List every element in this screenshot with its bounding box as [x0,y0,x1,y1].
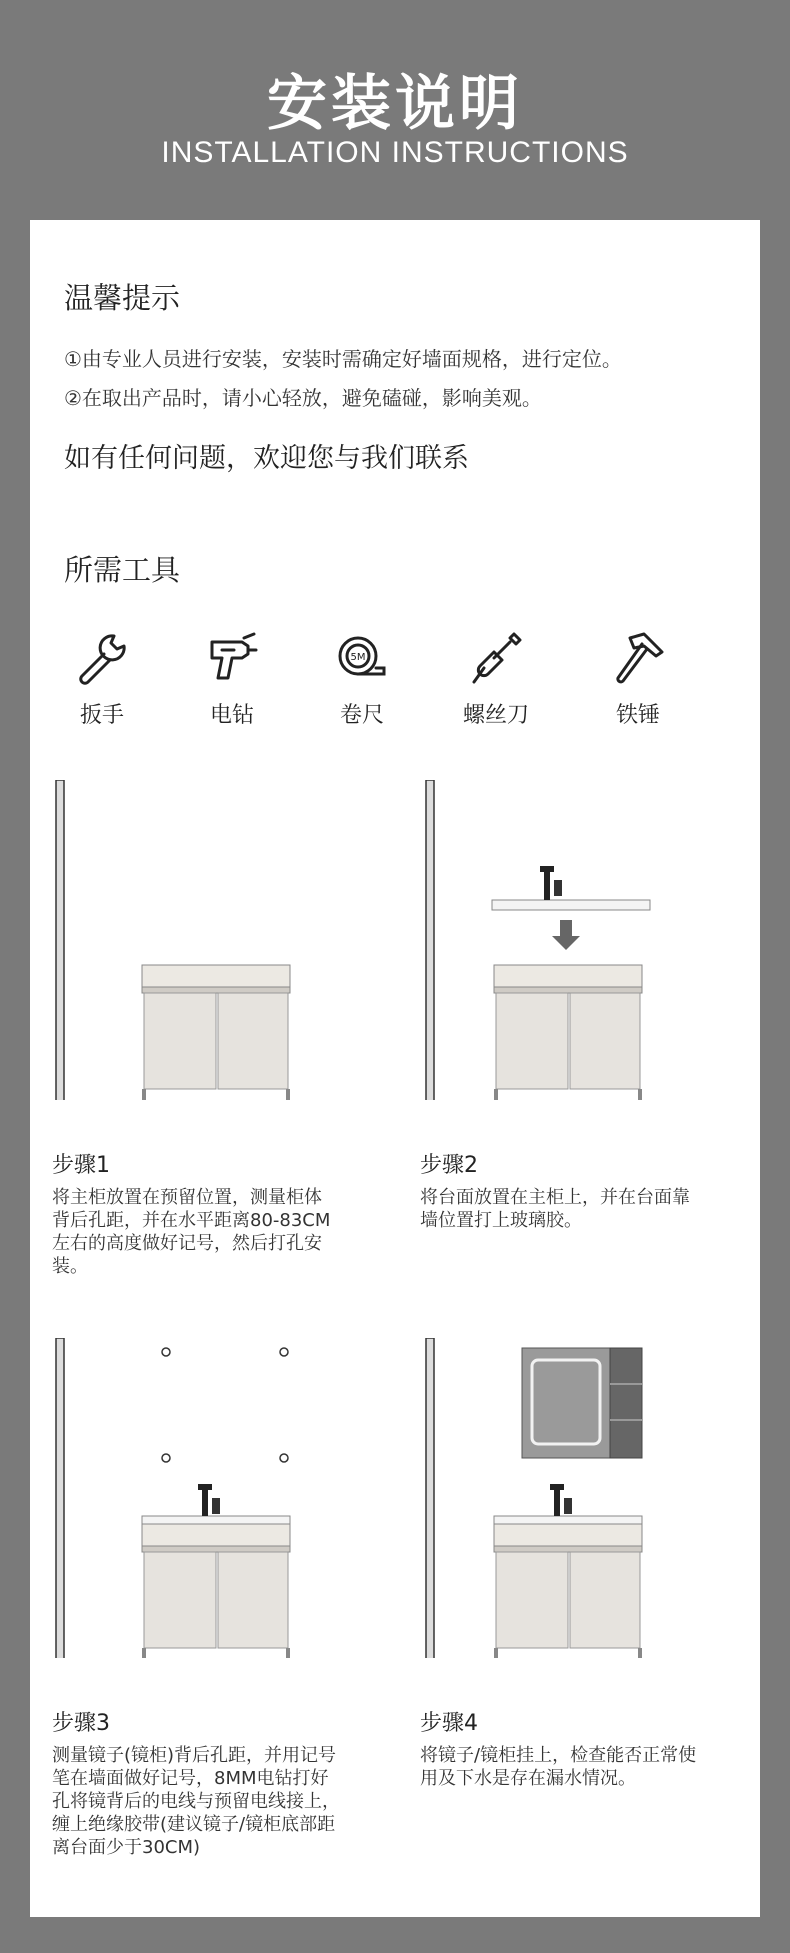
tool-wrench [52,630,152,729]
vanity-with-basin [142,1484,290,1658]
tool-label-wrench: 扳手 [79,703,124,728]
screwdriver-icon [468,630,524,686]
step1-desc-line: 左右的高度做好记号，然后打孔安 [52,1233,322,1254]
step4-illustration [412,1338,752,1658]
contact-text: 如有任何问题，欢迎您与我们联系 [64,443,469,474]
tool-label-screwdriver: 螺丝刀 [462,703,529,728]
step2-title: 步骤2 [420,1153,478,1178]
step2-illustration [412,780,752,1100]
tool-hammer [588,630,688,729]
mirror-cabinet [522,1348,642,1458]
base-cabinet [494,965,642,1100]
step1-title: 步骤1 [52,1153,110,1178]
step4-title: 步骤4 [420,1711,478,1736]
step4-desc-line: 将镜子/镜柜挂上，检查能否正常使 [420,1745,697,1766]
down-arrow-icon [552,920,580,950]
step3-illustration [42,1338,382,1658]
step3-desc-line: 缠上绝缘胶带(建议镜子/镜柜底部距 [52,1814,336,1835]
step4-description [420,1744,696,1790]
countertop-basin [492,866,650,910]
tool-label-drill: 电钻 [209,703,254,728]
vanity-with-basin [494,1484,642,1658]
step2-desc-line: 墙位置打上玻璃胶。 [420,1210,582,1231]
step3-description [52,1744,340,1859]
page-subtitle: INSTALLATION INSTRUCTIONS [161,136,629,169]
tool-label-hammer: 铁锤 [615,703,660,728]
step3-desc-line: 测量镜子(镜柜)背后孔距，并用记号 [52,1745,337,1766]
step1-description [52,1186,330,1278]
drill-hole-marks [162,1348,288,1462]
tape-measure-mark: 5M [350,652,366,663]
tool-label-tape-measure: 卷尺 [339,703,384,728]
tools-heading: 所需工具 [64,553,181,587]
tips-heading: 温馨提示 [64,281,181,315]
hammer-icon [610,630,666,686]
tip-item-2: ②在取出产品时，请小心轻放，避免磕碰，影响美观。 [64,386,542,410]
step2-description [420,1186,690,1232]
tool-drill [182,630,282,729]
wall [426,1338,434,1658]
step1-desc-line: 装。 [52,1256,88,1277]
wall [56,780,64,1100]
wrench-icon [74,630,130,686]
step3-desc-line: 笔在墙面做好记号，8MM电钻打好 [52,1768,329,1789]
step3-desc-line: 离台面少于30CM) [52,1837,201,1858]
page-title: 安装说明 [267,69,523,139]
drill-icon [204,630,260,686]
tool-screwdriver [446,630,546,729]
step1-illustration [42,780,382,1100]
wall [56,1338,64,1658]
step4-desc-line: 用及下水是存在漏水情况。 [420,1768,636,1789]
tape-measure-icon [334,630,390,686]
wall [426,780,434,1100]
step3-title: 步骤3 [52,1711,110,1736]
step1-desc-line: 将主柜放置在预留位置，测量柜体 [52,1187,322,1208]
step1-desc-line: 背后孔距，并在水平距离80-83CM [52,1210,331,1231]
instructions-panel [30,220,760,1917]
step3-desc-line: 孔将镜背后的电线与预留电线接上， [52,1791,340,1812]
base-cabinet [142,965,290,1100]
tool-tape-measure [312,630,412,729]
tip-item-1: ①由专业人员进行安装，安装时需确定好墙面规格，进行定位。 [64,347,622,371]
step2-desc-line: 将台面放置在主柜上，并在台面靠 [420,1187,690,1208]
